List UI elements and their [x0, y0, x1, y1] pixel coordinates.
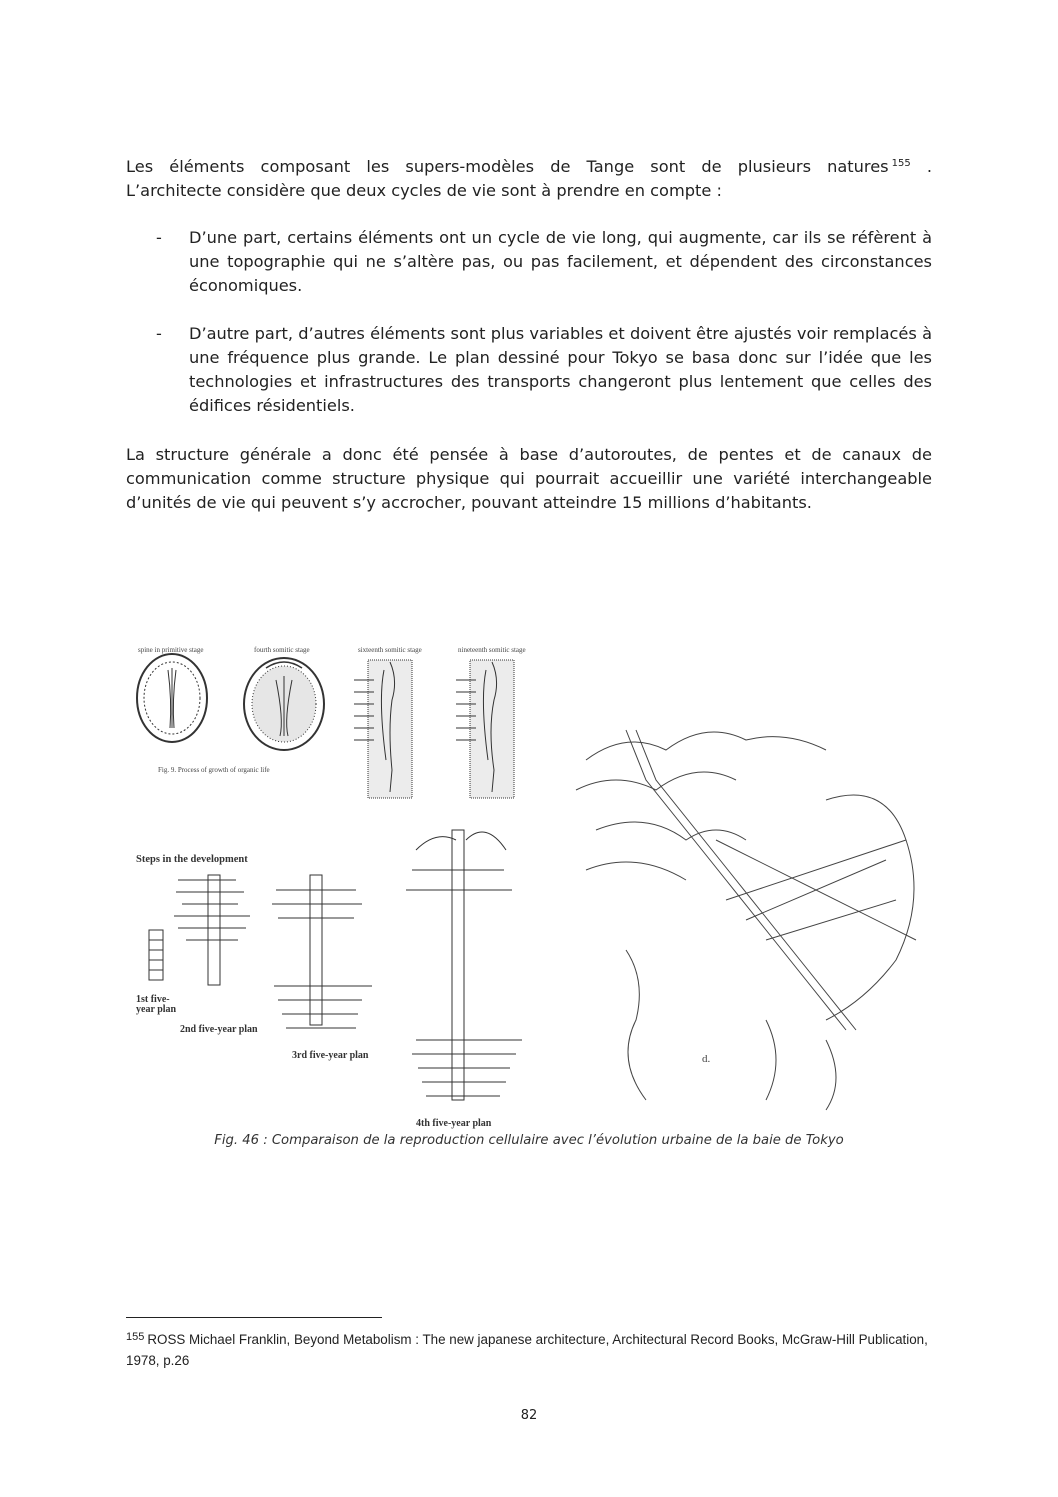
bullet-item-1	[156, 226, 932, 298]
plan4-label: 4th five-year plan	[416, 1118, 492, 1129]
intro-paragraph	[126, 152, 932, 203]
bullet-text-2: D’autre part, d’autres éléments sont plus variables et doivent être ajustés voir remplacés à une fréquence plus grande. Le plan dessiné pour Tokyo se basa donc sur l’idée que les technologies et infrastructures des transports changeront plus lentement que celles des édifices résidentiels.	[189, 324, 932, 415]
plan-4-drawing	[406, 830, 522, 1100]
plan3-label: 3rd five-year plan	[292, 1050, 369, 1061]
figure-46	[126, 640, 932, 1130]
embryo-stage-2	[244, 658, 324, 750]
stage-label-3: sixteenth somitic stage	[358, 646, 422, 654]
stage-label-1: spine in primitive stage	[138, 646, 204, 654]
plan-3-drawing	[272, 875, 372, 1028]
figure-caption: Fig. 46 : Comparaison de la reproduction cellulaire avec l’évolution urbaine de la baie de Tokyo	[214, 1133, 844, 1148]
embryo-stage-1	[137, 654, 207, 742]
stage-label-2: fourth somitic stage	[254, 646, 310, 654]
bullet-text-1: D’une part, certains éléments ont un cycle de vie long, qui augmente, car ils se réfèrent à une topographie qui ne s’altère pas, ou pas facilement, et dépendent des circonstances économiques.	[189, 228, 932, 295]
page-number: 82	[520, 1408, 538, 1423]
embryo-stage-4	[456, 660, 514, 798]
tokyo-bay-map	[576, 730, 916, 1110]
intro-line2: L’architecte considère que deux cycles de vie sont à prendre en compte :	[126, 181, 722, 200]
bullet-dash: -	[156, 324, 162, 343]
bullet-dash: -	[156, 228, 162, 247]
structure-paragraph: La structure générale a donc été pensée à base d’autoroutes, de pentes et de canaux de communication comme structure physique qui pourrait accueillir une variété interchangeable d’unités de vie qui peuvent s’y accrocher, pouvant atteindre 15 millions d’habitants.	[126, 445, 932, 512]
intro-line1: Les éléments composant les supers-modèles de Tange sont de plusieurs natures	[126, 157, 889, 176]
plan-2-drawing	[174, 875, 250, 985]
footnote-ref[interactable]: 155	[891, 158, 911, 169]
plan2-label: 2nd five-year plan	[180, 1024, 258, 1035]
plan1-label-line2: year plan	[136, 1004, 177, 1015]
steps-title: Steps in the development	[136, 854, 248, 865]
footnote	[126, 1327, 932, 1371]
footnote-divider	[126, 1317, 382, 1318]
plan1-label-line1: 1st five-	[136, 994, 170, 1005]
intro-period: .	[926, 157, 932, 176]
plan-1-drawing	[149, 930, 163, 980]
map-mark: d.	[702, 1053, 711, 1065]
embryo-stage-3	[354, 660, 412, 798]
bullet-item-2	[156, 322, 932, 418]
footnote-text: ROSS Michael Franklin, Beyond Metabolism : The new japanese architecture, Architectural Record Books, McGraw-Hill Publication, 1978, p.26	[126, 1332, 928, 1368]
footnote-number: 155	[126, 1331, 145, 1343]
figure-illustration	[126, 640, 932, 1130]
fig9-caption: Fig. 9. Process of growth of organic life	[158, 766, 270, 774]
stage-label-4: nineteenth somitic stage	[458, 646, 526, 654]
